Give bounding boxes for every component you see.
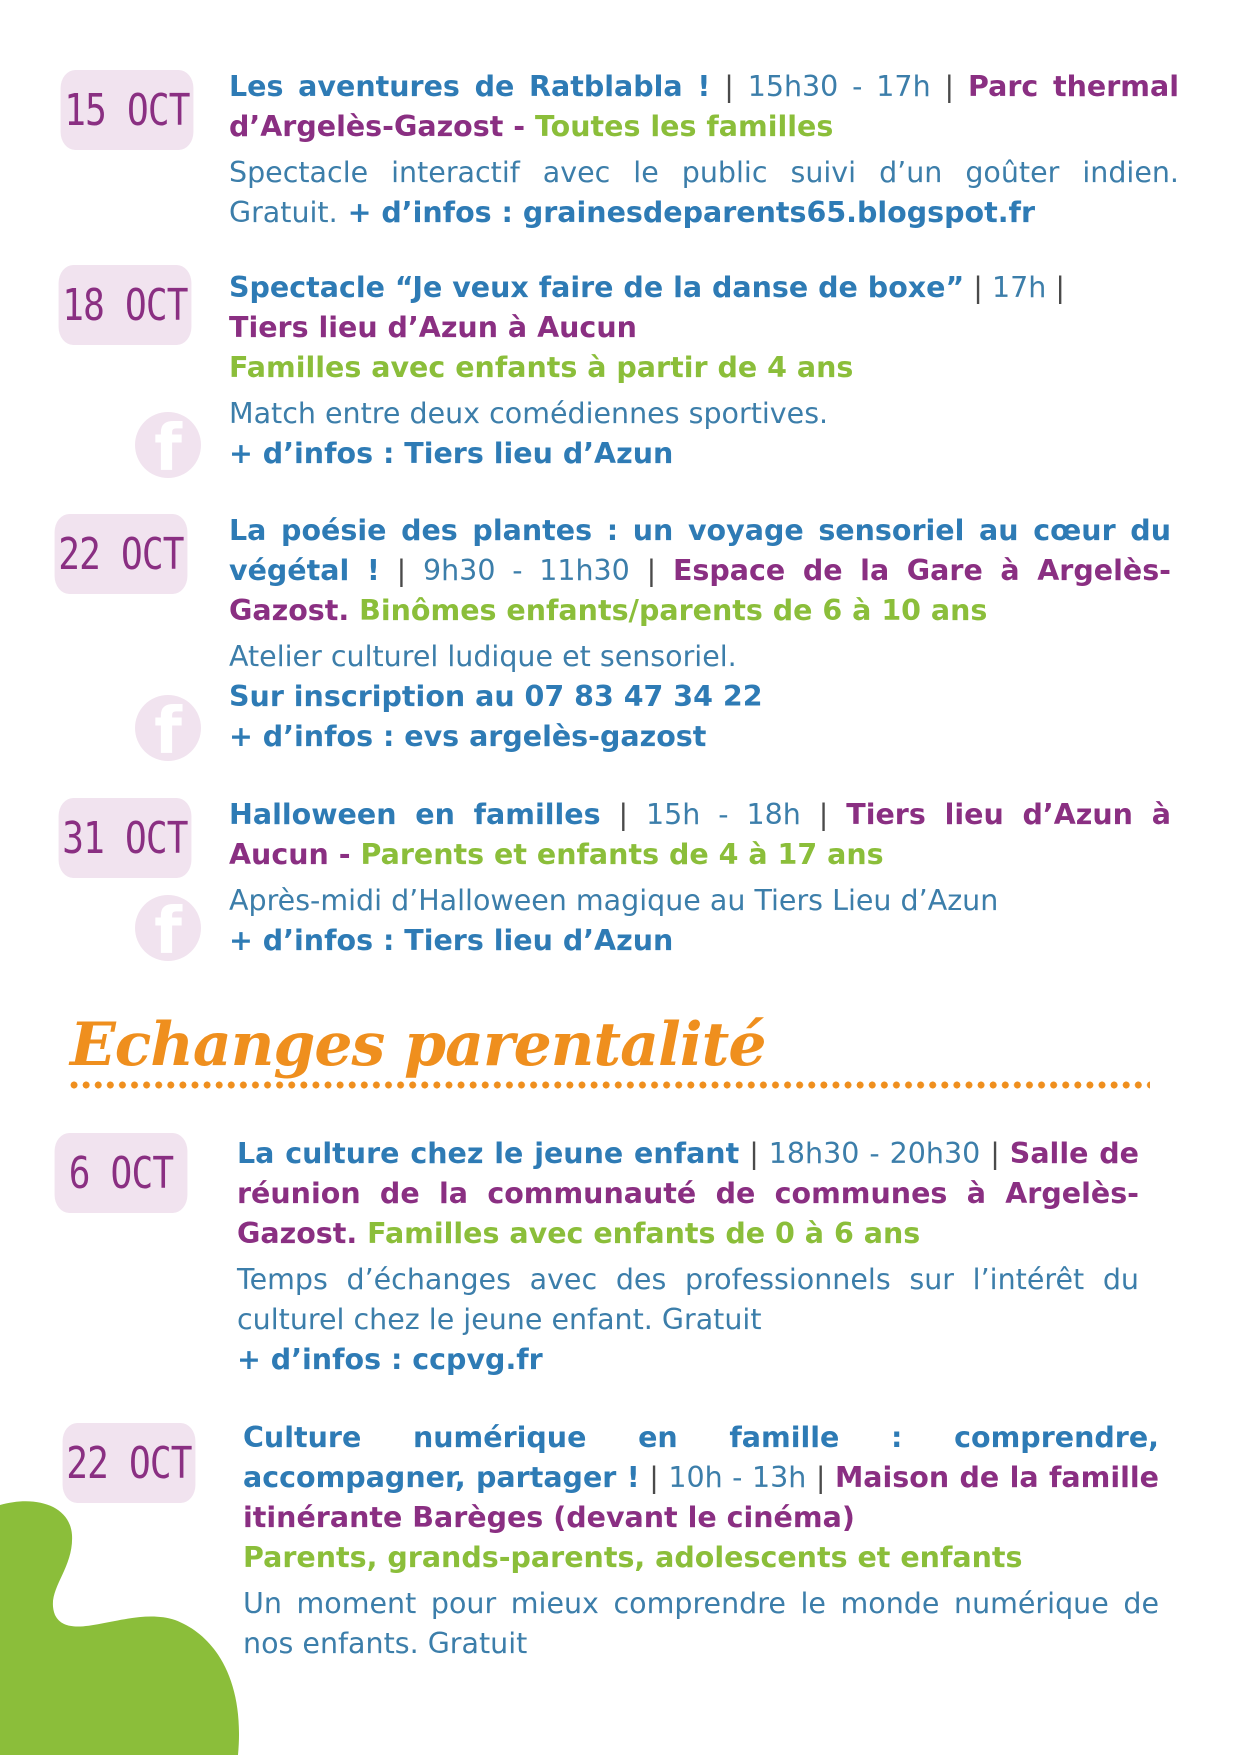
event-title: Spectacle “Je veux faire de la danse de boxe” (229, 271, 965, 304)
event-15-oct (229, 67, 1179, 233)
event-title: Halloween en familles (229, 798, 601, 831)
facebook-icon[interactable]: f (135, 412, 201, 478)
event-description: Après-midi d’Halloween magique au Tiers Lieu d’Azun (229, 884, 999, 917)
event-audience: Familles avec enfants à partir de 4 ans (229, 351, 854, 384)
event-registration: Sur inscription au 07 83 47 34 22 (229, 680, 763, 713)
event-description: Atelier culturel ludique et sensoriel. (229, 640, 737, 673)
event-time: 9h30 - 11h30 (422, 554, 630, 587)
event-location: Tiers lieu d’Azun à Aucun - (229, 798, 1171, 871)
event-info-link[interactable]: + d’infos : ccpvg.fr (237, 1343, 543, 1376)
event-31-oct (229, 795, 1171, 961)
date-badge: 31 OCT (59, 798, 192, 878)
date-badge: 18 OCT (59, 265, 192, 345)
event-22-oct-numerique (243, 1418, 1159, 1664)
event-header: Les aventures de Ratblabla ! | 15h30 - 17h | Parc thermal d’Argelès-Gazost - Toutes les familles (229, 70, 1179, 143)
event-info-link[interactable]: + d’infos : evs argelès-gazost (229, 720, 707, 753)
date-badge: 22 OCT (63, 1423, 196, 1503)
event-header: La poésie des plantes : un voyage sensoriel au cœur du végétal ! | 9h30 - 11h30 | Espace de la Gare à Argelès-Gazost. Binômes enfants/parents de 6 à 10 ans (229, 514, 1171, 627)
event-location: Parc thermal d’Argelès-Gazost - (229, 70, 1179, 143)
facebook-icon[interactable]: f (135, 695, 201, 761)
event-header: La culture chez le jeune enfant | 18h30 - 20h30 | Salle de réunion de la communauté de communes à Argelès-Gazost. Familles avec enfants de 0 à 6 ans (237, 1137, 1139, 1250)
date-badge: 22 OCT (55, 514, 188, 594)
event-title: La poésie des plantes : un voyage sensoriel au cœur du végétal ! (229, 514, 1171, 587)
event-location: Salle de réunion de la communauté de communes à Argelès-Gazost. (237, 1137, 1139, 1250)
event-info-link[interactable]: + d’infos : grainesdeparents65.blogspot.fr (337, 196, 1036, 229)
event-location: Maison de la famille itinérante Barèges (devant le cinéma) (243, 1461, 1159, 1534)
event-audience: Familles avec enfants de 0 à 6 ans (357, 1217, 921, 1250)
event-audience: Parents et enfants de 4 à 17 ans (350, 838, 884, 871)
event-location: Espace de la Gare à Argelès-Gazost. (229, 554, 1171, 627)
event-location: Tiers lieu d’Azun à Aucun (229, 311, 637, 344)
event-description: Spectacle interactif avec le public suivi d’un goûter indien. Gratuit. + d’infos : grainesdeparents65.blogspot.fr (229, 156, 1179, 229)
section-title: Echanges parentalité (70, 1010, 766, 1080)
event-time: 18h30 - 20h30 (768, 1137, 981, 1170)
event-info-link[interactable]: + d’infos : Tiers lieu d’Azun (229, 924, 674, 957)
event-header: Spectacle “Je veux faire de la danse de boxe” | 17h | (229, 271, 1065, 304)
event-6-oct (237, 1134, 1139, 1380)
date-badge: 6 OCT (55, 1133, 188, 1213)
event-time: 10h - 13h (668, 1461, 807, 1494)
event-audience: Parents, grands-parents, adolescents et enfants (243, 1541, 1023, 1574)
event-audience: Toutes les familles (525, 110, 834, 143)
facebook-icon[interactable]: f (135, 895, 201, 961)
event-title: Les aventures de Ratblabla ! (229, 70, 711, 103)
event-header: Halloween en familles | 15h - 18h | Tiers lieu d’Azun à Aucun - Parents et enfants de 4 à 17 ans (229, 798, 1171, 871)
date-badge: 15 OCT (61, 70, 194, 150)
event-description: Match entre deux comédiennes sportives. (229, 397, 829, 430)
event-18-oct (229, 268, 1179, 474)
event-description: Temps d’échanges avec des professionnels sur l’intérêt du culturel chez le jeune enfant. Gratuit (237, 1263, 1139, 1336)
event-description: Un moment pour mieux comprendre le monde numérique de nos enfants. Gratuit (243, 1587, 1159, 1660)
event-audience: Binômes enfants/parents de 6 à 10 ans (349, 594, 988, 627)
event-title: La culture chez le jeune enfant (237, 1137, 740, 1170)
event-time: 17h (991, 271, 1047, 304)
event-time: 15h - 18h (646, 798, 801, 831)
event-title: Culture numérique en famille : comprendre, accompagner, partager ! (243, 1421, 1159, 1494)
event-time: 15h30 - 17h (747, 70, 931, 103)
event-header: Culture numérique en famille : comprendre, accompagner, partager ! | 10h - 13h | Maison de la famille itinérante Barèges (devant le cinéma) (243, 1421, 1159, 1534)
event-22-oct (229, 511, 1171, 757)
event-info-link[interactable]: + d’infos : Tiers lieu d’Azun (229, 437, 674, 470)
green-leaf-decoration (0, 1495, 245, 1755)
dotted-divider (68, 1081, 1150, 1089)
